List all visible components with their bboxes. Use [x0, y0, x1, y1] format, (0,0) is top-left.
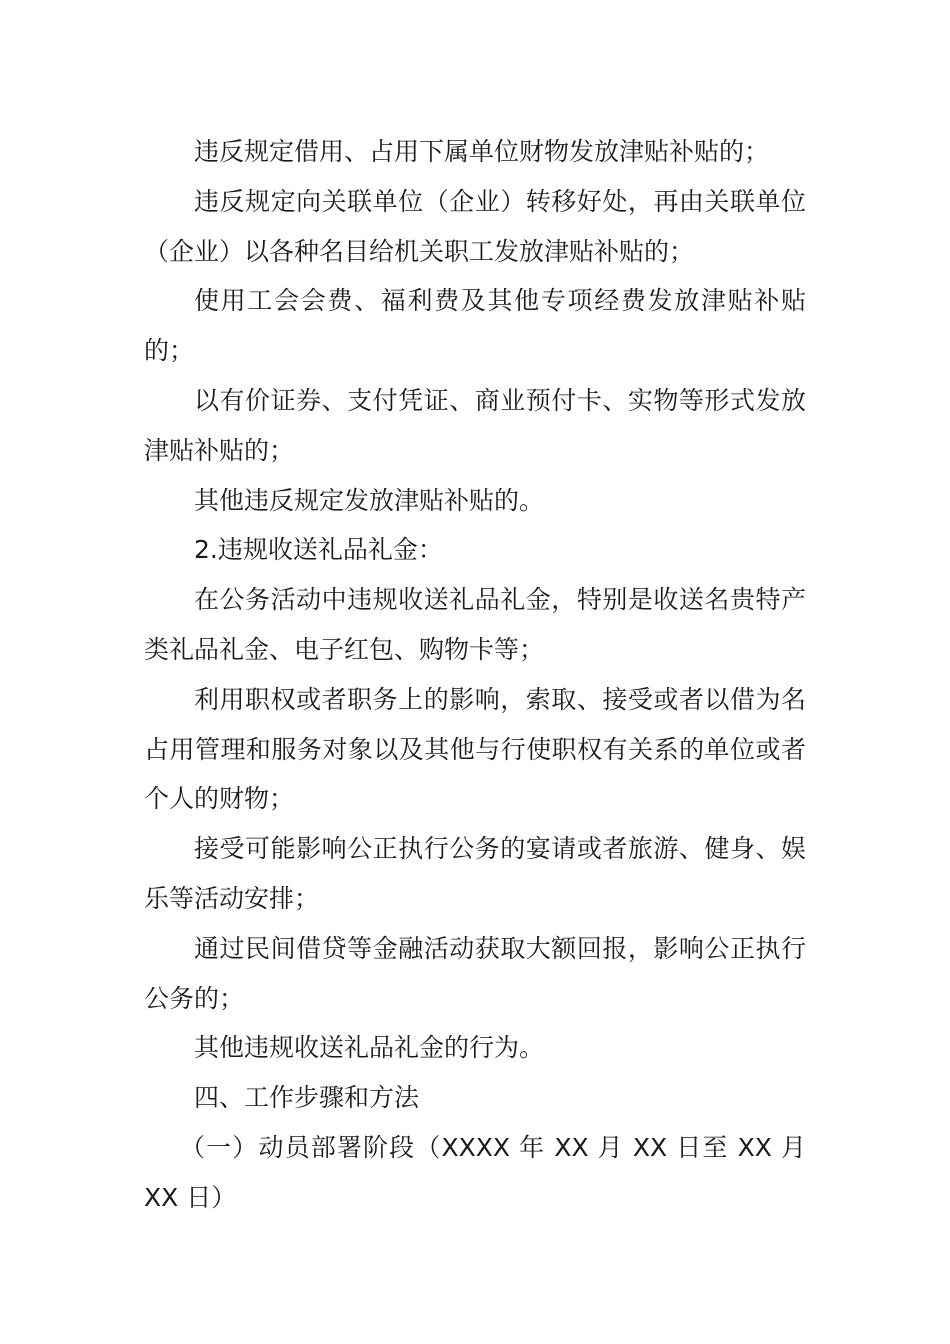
paragraph-embezzle-subordinate-property: 违反规定借用、占用下属单位财物发放津贴补贴的； [194, 137, 770, 166]
subsection-heading-mobilization-phase: （一）动员部署阶段（XXXX 年 XX 月 XX 日至 XX 月 XX 日） [144, 1132, 806, 1212]
section-heading-work-steps: 四、工作步骤和方法 [194, 1083, 420, 1113]
paragraph-other-gift-violations: 其他违规收送礼品礼金的行为。 [194, 1033, 545, 1063]
paragraph-private-lending: 通过民间借贷等金融活动获取大额回报，影响公正执行公务的； [144, 933, 806, 1013]
paragraph-other-subsidy-violations: 其他违反规定发放津贴补贴的。 [194, 485, 545, 515]
paragraph-official-activity-gifts: 在公务活动中违规收送礼品礼金，特别是收送名贵特产类礼品礼金、电子红包、购物卡等； [144, 585, 806, 664]
document-body [144, 127, 806, 1223]
paragraph-abuse-of-authority: 利用职权或者职务上的影响，索取、接受或者以借为名占用管理和服务对象以及其他与行使职权有关系的单位或者个人的财物； [144, 684, 806, 814]
paragraph-affiliated-enterprise-transfer: 违反规定向关联单位（企业）转移好处，再由关联单位（企业）以各种名目给机关职工发放津贴补贴的； [144, 186, 806, 266]
section-heading-gifts-and-money: 2.违规收送礼品礼金： [194, 535, 443, 565]
paragraph-securities-prepaid-cards: 以有价证券、支付凭证、商业预付卡、实物等形式发放津贴补贴的； [144, 385, 806, 465]
paragraph-union-fees-subsidy: 使用工会会费、福利费及其他专项经费发放津贴补贴的； [144, 286, 806, 366]
paragraph-banquets-and-tourism: 接受可能影响公正执行公务的宴请或者旅游、健身、娱乐等活动安排； [144, 834, 806, 913]
